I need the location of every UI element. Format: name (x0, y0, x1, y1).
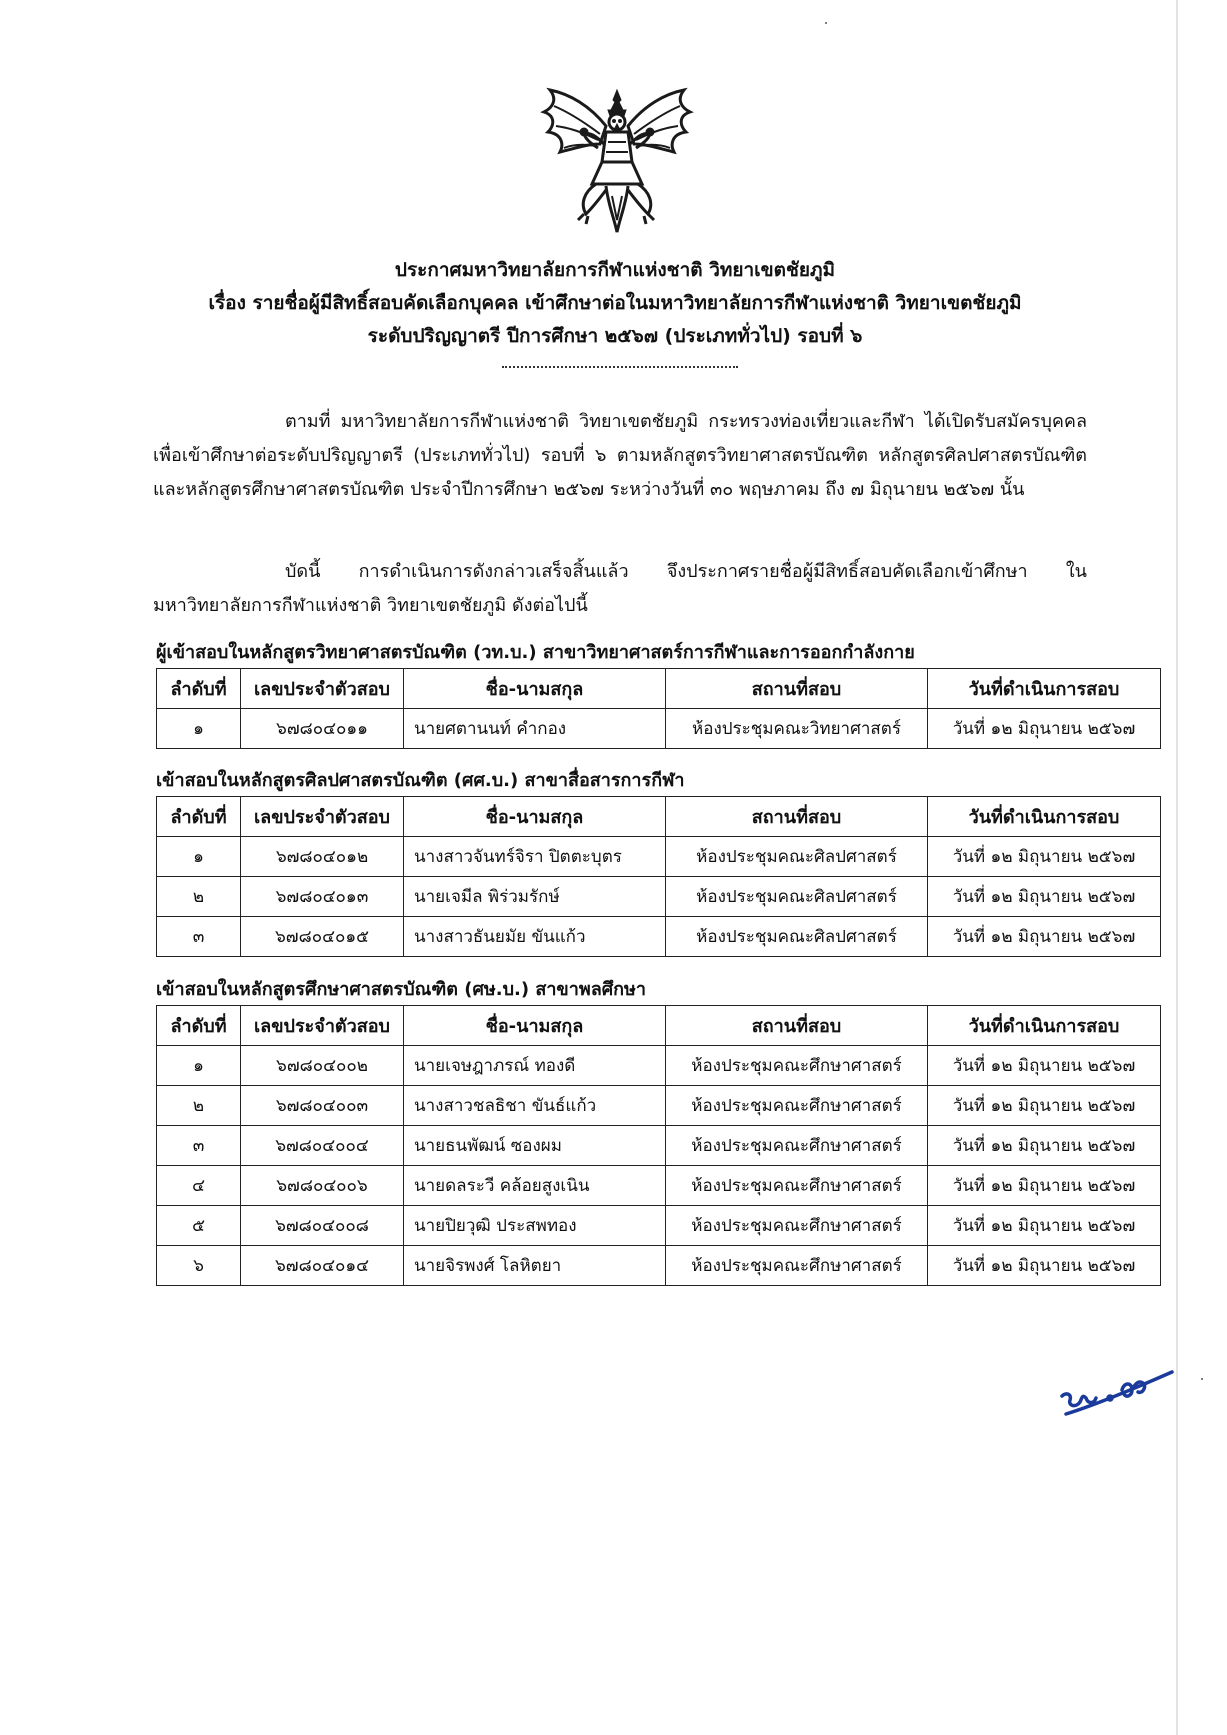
cell-order: ๑ (157, 1046, 241, 1086)
exam-table-education (156, 1005, 1161, 1286)
table-row (157, 877, 1161, 917)
cell-date: วันที่ ๑๒ มิถุนายน ๒๕๖๗ (928, 1086, 1161, 1126)
table-row (157, 1086, 1161, 1126)
cell-name: นายศตานนท์ คำกอง (404, 709, 666, 749)
table-row (157, 1166, 1161, 1206)
header-exam-id: เลขประจำตัวสอบ (241, 797, 404, 837)
header-date: วันที่ดำเนินการสอบ (928, 797, 1161, 837)
cell-name: นางสาวจันทร์จิรา ปิตตะบุตร (404, 837, 666, 877)
header-order: ลำดับที่ (157, 1006, 241, 1046)
dotted-divider (502, 366, 738, 368)
paragraph-text: ตามที่ มหาวิทยาลัยการกีฬาแห่งชาติ วิทยาเขตชัยภูมิ กระทรวงท่องเที่ยวและกีฬา ได้เปิดรับสมัครบุคคล เพื่อเข้าศึกษาต่อระดับปริญญาตรี (ประเภททั่วไป) รอบที่ ๖ ตามหลักสูตรวิทยาศาสตรบัณฑิต หลักสูตรศิลปศาสตรบัณฑิต และหลักสูตรศึกษาศาสตรบัณฑิต ประจำปีการศึกษา ๒๕๖๗ ระหว่างวันที่ ๓๐ พฤษภาคม ถึง ๗ มิถุนายน ๒๕๖๗ นั้น (153, 411, 1087, 500)
cell-order: ๓ (157, 1126, 241, 1166)
header-name: ชื่อ-นามสกุล (404, 797, 666, 837)
cell-name: นายเจษฎาภรณ์ ทองดี (404, 1046, 666, 1086)
cell-date: วันที่ ๑๒ มิถุนายน ๒๕๖๗ (928, 1126, 1161, 1166)
header-venue: สถานที่สอบ (666, 669, 928, 709)
cell-name: นายเจมีล พิร่วมรักษ์ (404, 877, 666, 917)
exam-table-arts (156, 796, 1161, 957)
cell-name: นายจิรพงศ์ โลหิตยา (404, 1246, 666, 1286)
cell-venue: ห้องประชุมคณะศิลปศาสตร์ (666, 877, 928, 917)
cell-name: นางสาวธันยมัย ขันแก้ว (404, 917, 666, 957)
announcement-title (90, 254, 1140, 353)
section-heading-arts: เข้าสอบในหลักสูตรศิลปศาสตรบัณฑิต (ศศ.บ.) สาขาสื่อสารการกีฬา (156, 770, 685, 791)
section-heading-education: เข้าสอบในหลักสูตรศึกษาศาสตรบัณฑิต (ศษ.บ.) สาขาพลศึกษา (156, 979, 647, 1000)
cell-order: ๒ (157, 1086, 241, 1126)
cell-date: วันที่ ๑๒ มิถุนายน ๒๕๖๗ (928, 917, 1161, 957)
cell-name: นายดลระวี คล้อยสูงเนิน (404, 1166, 666, 1206)
cell-venue: ห้องประชุมคณะศึกษาศาสตร์ (666, 1046, 928, 1086)
cell-order: ๒ (157, 877, 241, 917)
table-row (157, 709, 1161, 749)
scan-edge-line (1176, 0, 1178, 1735)
cell-order: ๖ (157, 1246, 241, 1286)
cell-venue: ห้องประชุมคณะศึกษาศาสตร์ (666, 1086, 928, 1126)
table-row (157, 837, 1161, 877)
cell-exam-id: ๖๗๘๐๔๐๑๑ (241, 709, 404, 749)
garuda-emblem-icon (540, 86, 694, 236)
handwritten-initials-signature (1052, 1362, 1182, 1432)
header-date: วันที่ดำเนินการสอบ (928, 1006, 1161, 1046)
header-name: ชื่อ-นามสกุล (404, 669, 666, 709)
header-order: ลำดับที่ (157, 797, 241, 837)
cell-venue: ห้องประชุมคณะศิลปศาสตร์ (666, 917, 928, 957)
cell-exam-id: ๖๗๘๐๔๐๐๔ (241, 1126, 404, 1166)
title-line-2: เรื่อง รายชื่อผู้มีสิทธิ์สอบคัดเลือกบุคคล เข้าศึกษาต่อในมหาวิทยาลัยการกีฬาแห่งชาติ วิทยาเขตชัยภูมิ (208, 292, 1022, 314)
cell-name: นายปิยวุฒิ ประสพทอง (404, 1206, 666, 1246)
cell-name: นางสาวชลธิชา ขันธ์แก้ว (404, 1086, 666, 1126)
intro-paragraph (153, 405, 1087, 507)
cell-exam-id: ๖๗๘๐๔๐๑๕ (241, 917, 404, 957)
cell-exam-id: ๖๗๘๐๔๐๑๔ (241, 1246, 404, 1286)
table-header-row (157, 669, 1161, 709)
scan-speck (825, 22, 827, 24)
cell-exam-id: ๖๗๘๐๔๐๑๓ (241, 877, 404, 917)
header-venue: สถานที่สอบ (666, 797, 928, 837)
cell-name: นายธนพัฒน์ ซองผม (404, 1126, 666, 1166)
cell-date: วันที่ ๑๒ มิถุนายน ๒๕๖๗ (928, 1046, 1161, 1086)
cell-order: ๓ (157, 917, 241, 957)
table-row (157, 1126, 1161, 1166)
header-exam-id: เลขประจำตัวสอบ (241, 1006, 404, 1046)
cell-date: วันที่ ๑๒ มิถุนายน ๒๕๖๗ (928, 709, 1161, 749)
title-line-1: ประกาศมหาวิทยาลัยการกีฬาแห่งชาติ วิทยาเขตชัยภูมิ (394, 259, 836, 281)
cell-date: วันที่ ๑๒ มิถุนายน ๒๕๖๗ (928, 1206, 1161, 1246)
table-row (157, 917, 1161, 957)
cell-venue: ห้องประชุมคณะศึกษาศาสตร์ (666, 1166, 928, 1206)
cell-order: ๑ (157, 709, 241, 749)
cell-venue: ห้องประชุมคณะศึกษาศาสตร์ (666, 1246, 928, 1286)
header-name: ชื่อ-นามสกุล (404, 1006, 666, 1046)
header-exam-id: เลขประจำตัวสอบ (241, 669, 404, 709)
cell-venue: ห้องประชุมคณะศิลปศาสตร์ (666, 837, 928, 877)
cell-exam-id: ๖๗๘๐๔๐๐๓ (241, 1086, 404, 1126)
cell-order: ๔ (157, 1166, 241, 1206)
cell-exam-id: ๖๗๘๐๔๐๐๘ (241, 1206, 404, 1246)
header-venue: สถานที่สอบ (666, 1006, 928, 1046)
cell-exam-id: ๖๗๘๐๔๐๑๒ (241, 837, 404, 877)
table-header-row (157, 797, 1161, 837)
cell-exam-id: ๖๗๘๐๔๐๐๒ (241, 1046, 404, 1086)
table-row (157, 1246, 1161, 1286)
cell-order: ๕ (157, 1206, 241, 1246)
cell-date: วันที่ ๑๒ มิถุนายน ๒๕๖๗ (928, 837, 1161, 877)
cell-date: วันที่ ๑๒ มิถุนายน ๒๕๖๗ (928, 1246, 1161, 1286)
section-heading-science: ผู้เข้าสอบในหลักสูตรวิทยาศาสตรบัณฑิต (วท.บ.) สาขาวิทยาศาสตร์การกีฬาและการออกกำลังกาย (156, 642, 915, 663)
cell-exam-id: ๖๗๘๐๔๐๐๖ (241, 1166, 404, 1206)
cell-venue: ห้องประชุมคณะศึกษาศาสตร์ (666, 1206, 928, 1246)
cell-venue: ห้องประชุมคณะวิทยาศาสตร์ (666, 709, 928, 749)
header-order: ลำดับที่ (157, 669, 241, 709)
cell-date: วันที่ ๑๒ มิถุนายน ๒๕๖๗ (928, 877, 1161, 917)
table-header-row (157, 1006, 1161, 1046)
cell-date: วันที่ ๑๒ มิถุนายน ๒๕๖๗ (928, 1166, 1161, 1206)
title-line-3: ระดับปริญญาตรี ปีการศึกษา ๒๕๖๗ (ประเภททั่วไป) รอบที่ ๖ (367, 325, 863, 347)
cell-order: ๑ (157, 837, 241, 877)
header-date: วันที่ดำเนินการสอบ (928, 669, 1161, 709)
paragraph-text: บัดนี้ การดำเนินการดังกล่าวเสร็จสิ้นแล้ว จึงประกาศรายชื่อผู้มีสิทธิ์สอบคัดเลือกเข้าศึกษา ในมหาวิทยาลัยการกีฬาแห่งชาติ วิทยาเขตชัยภูมิ ดังต่อไปนี้ (153, 561, 1087, 616)
table-row (157, 1206, 1161, 1246)
scan-speck (1201, 1378, 1203, 1380)
announcement-paragraph (153, 555, 1087, 623)
cell-venue: ห้องประชุมคณะศึกษาศาสตร์ (666, 1126, 928, 1166)
table-row (157, 1046, 1161, 1086)
exam-table-science (156, 668, 1161, 749)
